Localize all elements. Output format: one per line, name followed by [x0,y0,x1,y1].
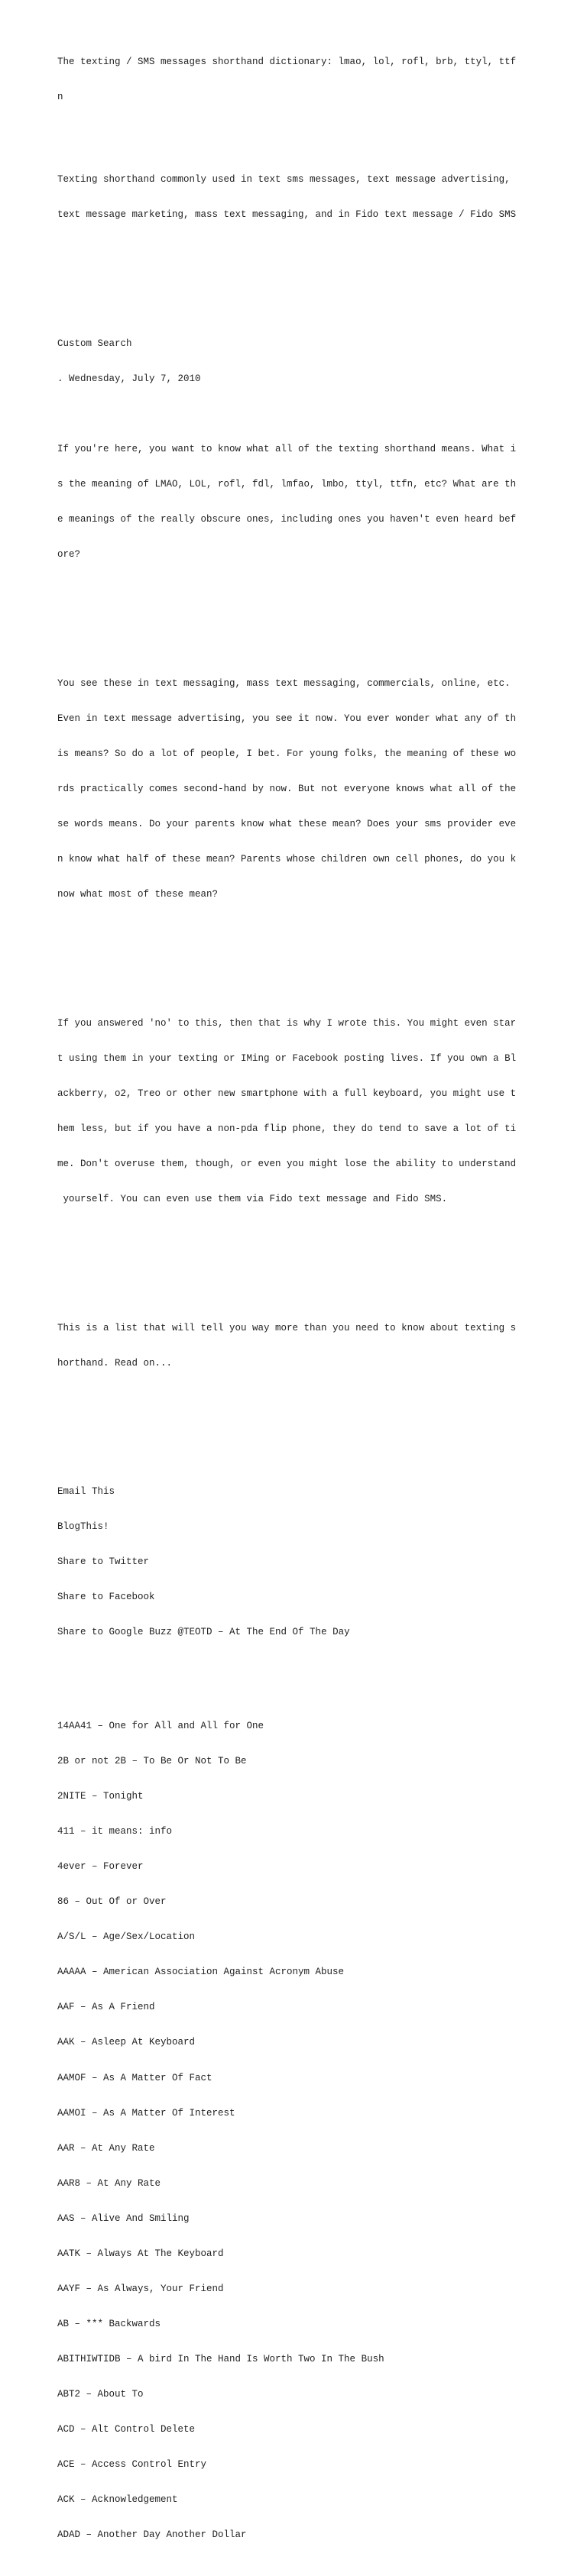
paragraph-line: now what most of these mean? [57,888,219,900]
dictionary-entry: 14AA41 – One for All and All for One [57,1721,264,1732]
share-links [57,1463,516,1663]
dictionary-entry: ABT2 – About To [57,2388,144,2400]
dictionary-entry: AAS – Alive And Smiling [57,2212,190,2224]
paragraph-line: n know what half of these mean? Parents whose children own cell phones, do you k [57,853,517,865]
share-twitter-link[interactable]: Share to Twitter [57,1556,150,1568]
dictionary-entry: ACD – Alt Control Delete [57,2423,196,2435]
spacer [57,948,516,959]
spacer [57,1416,516,1427]
paragraph-line: me. Don't overuse them, though, or even you might lose the ability to understand [57,1158,517,1169]
document-page [57,10,516,2576]
dictionary-entry: ADAD – Another Day Another Dollar [57,2529,247,2540]
paragraph-line: yourself. You can even use them via Fido text message and Fido SMS. [57,1193,448,1204]
title-line: n [57,92,63,103]
paragraph-line: rds practically comes second-hand by now. But not everyone knows what all of the [57,783,517,794]
spacer [57,280,516,303]
email-this-link[interactable]: Email This [57,1486,115,1498]
document-subtitle [57,150,516,244]
paragraph-line: If you answered 'no' to this, then that is why I wrote this. You might even star [57,1017,517,1029]
dictionary-entry: AATK – Always At The Keyboard [57,2248,224,2259]
share-buzz-row [57,1627,516,1638]
title-line: The texting / SMS messages shorthand dictionary: lmao, lol, rofl, brb, ttyl, ttf [57,57,517,68]
dictionary-entry: AAK – Asleep At Keyboard [57,2037,196,2048]
dictionary-entry: AAAAA – American Association Against Acronym Abuse [57,1967,345,1978]
paragraph-list-intro [57,1299,516,1393]
paragraph-line: This is a list that will tell you way more than you need to know about texting s [57,1322,517,1333]
dictionary-entry: ACK – Acknowledgement [57,2494,178,2505]
dictionary-entry: A/S/L – Age/Sex/Location [57,1931,196,1943]
spacer [57,608,516,619]
dictionary-entry: AAMOI – As A Matter Of Interest [57,2107,235,2119]
paragraph-line: You see these in text messaging, mass text messaging, commercials, online, etc. [57,677,511,689]
dictionary-entry: 4ever – Forever [57,1861,144,1873]
post-date: . Wednesday, July 7, 2010 [57,373,201,384]
dictionary-entry: AB – *** Backwards [57,2318,161,2329]
paragraph-intro [57,420,516,584]
dictionary-entry: AAYF – As Always, Your Friend [57,2283,224,2294]
dictionary-entry: 411 – it means: info [57,1826,173,1837]
dictionary-list [57,1698,516,2565]
share-facebook-link[interactable]: Share to Facebook [57,1592,155,1603]
paragraph-line: s the meaning of LMAO, LOL, rofl, fdl, lmfao, lmbo, ttyl, ttfn, etc? What are th [57,478,517,490]
paragraph-line: e meanings of the really obscure ones, including ones you haven't even heard bef [57,513,517,525]
blogthis-link[interactable]: BlogThis! [57,1521,109,1533]
dictionary-entry: AAR8 – At Any Rate [57,2177,161,2189]
dictionary-entry: AAMOF – As A Matter Of Fact [57,2072,212,2083]
share-google-buzz-link[interactable]: Share to Google Buzz [57,1627,173,1638]
dictionary-entry: AAR – At Any Rate [57,2142,155,2154]
paragraph-line: se words means. Do your parents know what these mean? Does your sms provider eve [57,818,517,829]
paragraph-line: If you're here, you want to know what all of the texting shorthand means. What i [57,443,517,454]
paragraph-line: ore? [57,548,81,560]
custom-search-label: Custom Search [57,338,132,349]
subtitle-line: Texting shorthand commonly used in text sms messages, text message advertising, [57,173,511,185]
dictionary-entry: ACE – Access Control Entry [57,2458,207,2470]
spacer [57,1252,516,1263]
dictionary-entry: ABITHIWTIDB – A bird In The Hand Is Worth Two In The Bush [57,2353,384,2364]
dictionary-entry: @TEOTD – At The End Of The Day [172,1627,350,1638]
paragraph-where-seen [57,655,516,924]
dictionary-entry: AAF – As A Friend [57,2002,155,2013]
dictionary-entry: 2NITE – Tonight [57,1791,144,1802]
paragraph-line: horthand. Read on... [57,1357,173,1369]
paragraph-line: Even in text message advertising, you see it now. You ever wonder what any of th [57,713,517,724]
subtitle-line: text message marketing, mass text messaging, and in Fido text message / Fido SMS [57,208,517,220]
dictionary-entry: 86 – Out Of or Over [57,1896,167,1908]
paragraph-line: hem less, but if you have a non-pda flip phone, they do tend to save a lot of ti [57,1123,517,1134]
dictionary-entry: 2B or not 2B – To Be Or Not To Be [57,1756,247,1767]
paragraph-line: ackberry, o2, Treo or other new smartphone with a full keyboard, you might use t [57,1088,517,1099]
paragraph-why [57,994,516,1229]
paragraph-line: t using them in your texting or IMing or Facebook posting lives. If you own a Bl [57,1052,517,1064]
paragraph-line: is means? So do a lot of people, I bet. For young folks, the meaning of these wo [57,748,517,759]
document-title [57,34,516,128]
